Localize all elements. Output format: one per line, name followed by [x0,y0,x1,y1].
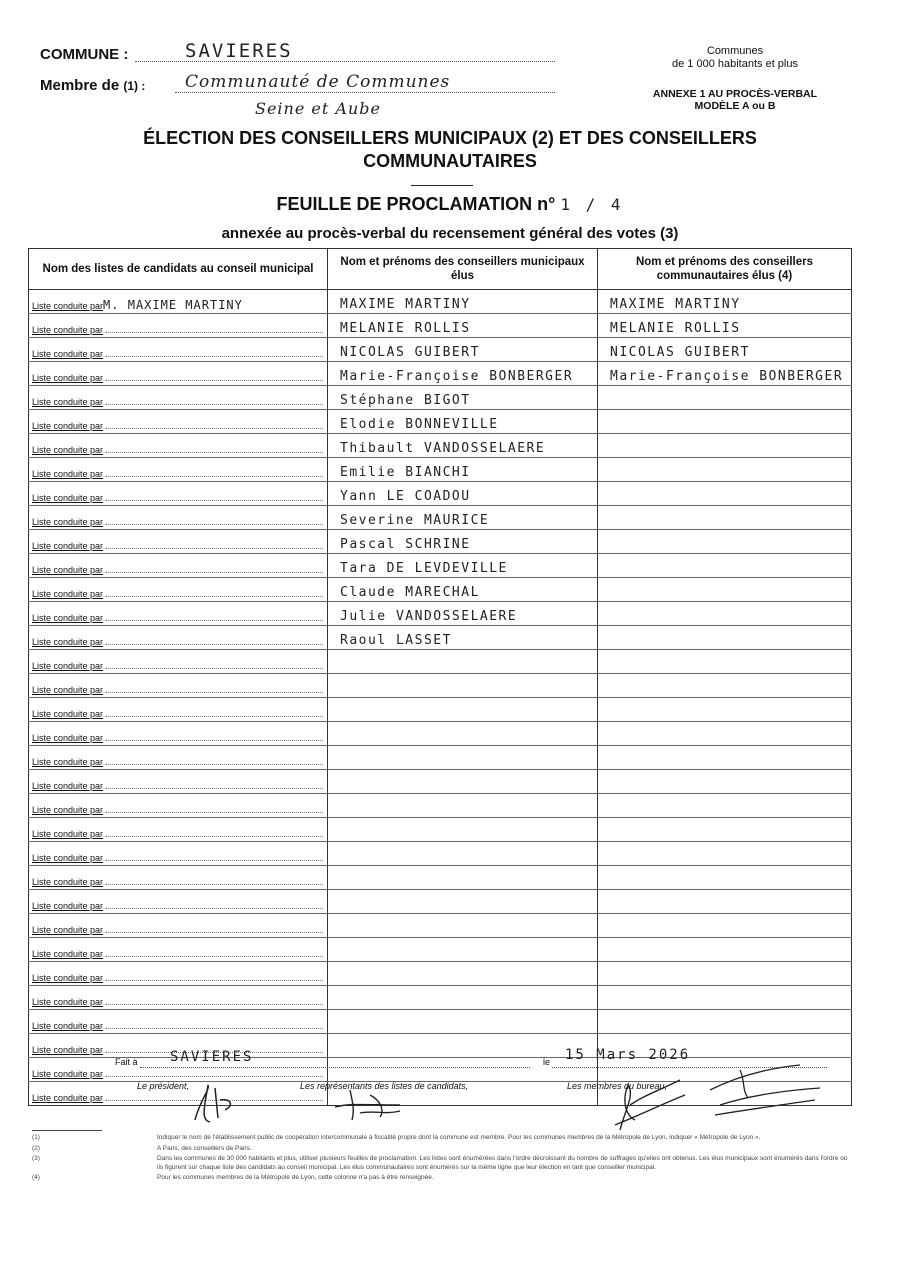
membre-label [40,77,145,94]
liste-dotted-line [105,644,323,645]
representant-signature [330,1085,420,1125]
municipal-elu-cell: Stéphane BIGOT [328,386,598,410]
commune-label: COMMUNE : [40,46,129,63]
annexe-note [610,88,860,112]
communautaire-elu-cell [598,578,852,602]
liste-prefix: Liste conduite par [32,733,104,743]
footnote-number: (4) [32,1174,40,1181]
liste-prefix: Liste conduite par [32,1045,104,1055]
liste-dotted-line [105,716,323,717]
population-note [620,45,850,71]
municipal-elu-cell [328,674,598,698]
liste-dotted-line [105,548,323,549]
communautaire-elu-cell [598,866,852,890]
president-signature [170,1080,260,1130]
table-row [29,722,852,746]
municipal-elu-cell [328,770,598,794]
liste-prefix: Liste conduite par [32,973,104,983]
liste-dotted-line [105,812,323,813]
communautaire-elu-cell: Marie-Françoise BONBERGER [598,362,852,386]
liste-cell-content [29,914,327,937]
liste-prefix: Liste conduite par [32,805,104,815]
liste-dotted-line [105,740,323,741]
municipal-elu-cell [328,938,598,962]
liste-cell-content [29,482,327,505]
feuille-number: 1 / 4 [560,195,624,214]
municipal-elu-cell [328,722,598,746]
communautaire-elu-cell [598,530,852,554]
communautaire-elu-cell [598,506,852,530]
liste-cell [29,890,328,914]
liste-dotted-line [105,356,323,357]
liste-prefix: Liste conduite par [32,349,104,359]
footnote-item [32,1174,850,1183]
liste-dotted-line [105,596,323,597]
municipal-elu-cell: Tara DE LEVDEVILLE [328,554,598,578]
municipal-elu-cell: Yann LE COADOU [328,482,598,506]
footnote-number: (2) [32,1144,40,1152]
liste-cell [29,410,328,434]
liste-cell [29,722,328,746]
municipal-elu-cell: Elodie BONNEVILLE [328,410,598,434]
table-header-row [29,249,852,290]
liste-cell [29,386,328,410]
header-municipaux: Nom et prénoms des conseillers municipaux élus [328,249,598,290]
liste-dotted-line [105,980,323,981]
table-row [29,962,852,986]
liste-dotted-line [105,332,323,333]
footnote-item [32,1155,850,1172]
annexe-line1: ANNEXE 1 AU PROCÈS-VERBAL [652,88,818,100]
communautaire-elu-cell [598,554,852,578]
communautaire-elu-cell [598,890,852,914]
membre-value-line2: Seine et Aube [255,99,381,118]
table-row [29,338,852,362]
municipal-elu-cell: Pascal SCHRINE [328,530,598,554]
municipal-elu-cell [328,818,598,842]
table-row [29,386,852,410]
footnote-rule [32,1130,102,1131]
table-row [29,986,852,1010]
footnote-item [32,1134,850,1143]
liste-cell [29,938,328,962]
liste-dotted-line [105,1028,323,1029]
liste-prefix: Liste conduite par [32,301,104,311]
header-listes: Nom des listes de candidats au conseil municipal [29,249,328,290]
population-line2: de 1 000 habitants et plus [672,58,798,70]
liste-cell-content [29,458,327,481]
liste-dotted-line [105,764,323,765]
communautaire-elu-cell: MAXIME MARTINY [598,290,852,314]
footnote-item [32,1145,850,1154]
table-row [29,290,852,314]
header-communautaires: Nom et prénoms des conseillers communautaires élus (4) [598,249,852,290]
liste-cell [29,338,328,362]
membres-label: Les membres du bureau, [567,1081,668,1091]
footnotes [32,1134,850,1185]
title-separator [411,185,473,186]
communautaire-elu-cell [598,434,852,458]
liste-prefix: Liste conduite par [32,637,104,647]
liste-cell [29,770,328,794]
table-row [29,602,852,626]
annexee-subtitle: annexée au procès-verbal du recensement général des votes (3) [221,225,679,242]
liste-dotted-line [105,860,323,861]
membre-dotted-line [175,92,555,93]
communautaire-elu-cell: MELANIE ROLLIS [598,314,852,338]
liste-prefix: Liste conduite par [32,541,104,551]
liste-dotted-line [105,908,323,909]
le-value: 15 Mars 2026 [565,1047,691,1063]
liste-prefix: Liste conduite par [32,853,104,863]
communautaire-elu-cell [598,986,852,1010]
liste-cell-content [29,290,327,313]
liste-prefix: Liste conduite par [32,829,104,839]
proclamation-table [28,248,852,1106]
liste-cell [29,530,328,554]
liste-dotted-line [105,1004,323,1005]
footnote-number: (3) [32,1155,40,1162]
liste-prefix: Liste conduite par [32,1069,104,1079]
table-row [29,434,852,458]
table-row [29,410,852,434]
liste-cell-content [29,434,327,457]
table-row [29,506,852,530]
footnote-number: (1) [32,1134,40,1141]
liste-cell [29,914,328,938]
liste-dotted-line [105,692,323,693]
liste-cell-content [29,362,327,385]
liste-cell-content [29,530,327,553]
liste-cell-content [29,1010,327,1033]
liste-prefix: Liste conduite par [32,469,104,479]
liste-cell [29,986,328,1010]
table-row [29,482,852,506]
table-row [29,866,852,890]
feuille-title [0,194,900,215]
liste-cell-content [29,698,327,721]
liste-cell [29,290,328,314]
table-row [29,578,852,602]
liste-cell [29,962,328,986]
liste-prefix: Liste conduite par [32,517,104,527]
liste-cell [29,362,328,386]
election-title-line1: ÉLECTION DES CONSEILLERS MUNICIPAUX (2) ET DES CONSEILLERS [143,128,757,148]
liste-dotted-line [105,380,323,381]
liste-cell-content [29,578,327,601]
municipal-elu-cell: Raoul LASSET [328,626,598,650]
liste-prefix: Liste conduite par [32,709,104,719]
liste-cell-content [29,866,327,889]
liste-dotted-line [105,956,323,957]
municipal-elu-cell [328,890,598,914]
liste-dotted-line [105,500,323,501]
membre-signature-1 [600,1075,690,1135]
liste-cell [29,674,328,698]
liste-prefix: Liste conduite par [32,949,104,959]
municipal-elu-cell: Thibault VANDOSSELAERE [328,434,598,458]
municipal-elu-cell: NICOLAS GUIBERT [328,338,598,362]
election-title [0,127,900,173]
liste-cell-content [29,626,327,649]
footnote-text: Dans les communes de 30 000 habitants et plus, utiliser plusieurs feuilles de proclamation. Les listes sont énumérées dans l'ordre décroissant du nombre de suffrages qu'elles ont obtenus. Les élus municipaux sont énumérés dans l'ordre où ils figurent sur chaque liste des candidats au conseil municipal. Les élus communautaires sont énumérés sur la même ligne que leur élection en tant que conseiller municipal. [157,1155,848,1171]
fait-value: SAVIERES [170,1049,254,1065]
table-row [29,770,852,794]
table-row [29,914,852,938]
membre-label-text: Membre de [40,77,120,94]
table-row [29,746,852,770]
liste-prefix: Liste conduite par [32,613,104,623]
communautaire-elu-cell [598,746,852,770]
liste-prefix: Liste conduite par [32,493,104,503]
liste-dotted-line [105,404,323,405]
municipal-elu-cell [328,794,598,818]
liste-cell [29,842,328,866]
liste-prefix: Liste conduite par [32,397,104,407]
liste-prefix: Liste conduite par [32,589,104,599]
liste-cell-content [29,650,327,673]
municipal-elu-cell [328,1034,598,1058]
fait-label: Fait à [115,1057,138,1067]
liste-cell-content [29,938,327,961]
commune-value: SAVIERES [185,40,293,62]
table-row [29,938,852,962]
liste-prefix: Liste conduite par [32,421,104,431]
liste-prefix: Liste conduite par [32,997,104,1007]
liste-prefix: Liste conduite par [32,685,104,695]
table-row [29,314,852,338]
communautaire-elu-cell [598,602,852,626]
liste-dotted-line [105,620,323,621]
communautaire-elu-cell [598,938,852,962]
liste-cell [29,866,328,890]
footnote-text: Indiquer le nom de l'établissement public de coopération intercommunale à fiscalité propre dont la commune est membre. Pour les communes membres de la Métropole de Lyon, indiquer « Métropole de Lyon ». [157,1134,761,1141]
communautaire-elu-cell [598,770,852,794]
liste-prefix: Liste conduite par [32,877,104,887]
communautaire-elu-cell [598,698,852,722]
liste-cell-content [29,818,327,841]
liste-cell [29,698,328,722]
liste-cell-content [29,386,327,409]
liste-cell [29,482,328,506]
footnote-text: A Paris, des conseillers de Paris. [157,1144,252,1152]
municipal-elu-cell: Severine MAURICE [328,506,598,530]
membre-note: (1) : [123,79,146,93]
liste-cell-content [29,506,327,529]
table-row [29,818,852,842]
liste-cell [29,458,328,482]
liste-dotted-line [105,788,323,789]
liste-dotted-line [105,932,323,933]
communautaire-elu-cell [598,1010,852,1034]
liste-cell-content [29,410,327,433]
table-row [29,650,852,674]
liste-dotted-line [105,668,323,669]
liste-cell [29,794,328,818]
liste-dotted-line [105,1076,323,1077]
municipal-elu-cell [328,962,598,986]
table-row [29,674,852,698]
liste-prefix: Liste conduite par [32,781,104,791]
municipal-elu-cell [328,650,598,674]
municipal-elu-cell [328,914,598,938]
liste-dotted-line [105,884,323,885]
table-row [29,530,852,554]
liste-prefix: Liste conduite par [32,325,104,335]
liste-prefix: Liste conduite par [32,925,104,935]
municipal-elu-cell [328,842,598,866]
liste-dotted-line [105,572,323,573]
liste-cell-content [29,794,327,817]
communautaire-elu-cell [598,914,852,938]
liste-cell-content [29,338,327,361]
table-body [29,290,852,1106]
liste-cell [29,314,328,338]
municipal-elu-cell: Claude MARECHAL [328,578,598,602]
table-row [29,1010,852,1034]
municipal-elu-cell [328,698,598,722]
liste-cell-content [29,962,327,985]
liste-cell-content [29,842,327,865]
municipal-elu-cell: Marie-Françoise BONBERGER [328,362,598,386]
liste-cell [29,1010,328,1034]
liste-cell-content [29,722,327,745]
municipal-elu-cell [328,1058,598,1082]
membre-signature-2 [700,1060,830,1120]
municipal-elu-cell: Julie VANDOSSELAERE [328,602,598,626]
liste-cell-content [29,314,327,337]
liste-prefix: Liste conduite par [32,901,104,911]
communautaire-elu-cell [598,482,852,506]
communautaire-elu-cell [598,386,852,410]
footnote-text: Pour les communes membres de la Métropole de Lyon, cette colonne n'a pas à être renseignée. [157,1174,434,1181]
municipal-elu-cell [328,986,598,1010]
liste-cell-content [29,554,327,577]
liste-cell [29,626,328,650]
table-row [29,554,852,578]
liste-dotted-line [105,452,323,453]
communautaire-elu-cell [598,410,852,434]
municipal-elu-cell: Emilie BIANCHI [328,458,598,482]
municipal-elu-cell [328,746,598,770]
fait-dotted-line [140,1067,530,1068]
membre-value-line1: Communauté de Communes [185,72,451,92]
liste-cell [29,746,328,770]
communautaire-elu-cell [598,674,852,698]
liste-cell [29,602,328,626]
liste-prefix: Liste conduite par [32,757,104,767]
liste-cell-content [29,746,327,769]
communautaire-elu-cell: NICOLAS GUIBERT [598,338,852,362]
municipal-elu-cell [328,866,598,890]
liste-cell-content [29,770,327,793]
liste-dotted-line [105,836,323,837]
liste-cell [29,506,328,530]
liste-prefix: Liste conduite par [32,1021,104,1031]
table-row [29,626,852,650]
communautaire-elu-cell [598,722,852,746]
liste-dotted-line [105,476,323,477]
table-row [29,794,852,818]
liste-leader: M. MAXIME MARTINY [103,298,243,312]
table-row [29,458,852,482]
communautaire-elu-cell [598,842,852,866]
table-row [29,890,852,914]
liste-cell-content [29,674,327,697]
liste-cell-content [29,890,327,913]
municipal-elu-cell [328,1010,598,1034]
liste-cell [29,818,328,842]
liste-prefix: Liste conduite par [32,373,104,383]
liste-dotted-line [105,428,323,429]
annexe-line2: MODÈLE A ou B [694,100,776,112]
liste-prefix: Liste conduite par [32,1093,104,1103]
municipal-elu-cell: MAXIME MARTINY [328,290,598,314]
table-row [29,842,852,866]
liste-prefix: Liste conduite par [32,565,104,575]
table-row [29,698,852,722]
municipal-elu-cell: MELANIE ROLLIS [328,314,598,338]
liste-prefix: Liste conduite par [32,661,104,671]
liste-cell [29,578,328,602]
election-title-line2: COMMUNAUTAIRES [363,151,537,171]
table-row [29,1034,852,1058]
population-line1: Communes [706,45,764,57]
communautaire-elu-cell [598,818,852,842]
liste-cell [29,434,328,458]
le-label: le [543,1057,551,1067]
liste-prefix: Liste conduite par [32,445,104,455]
feuille-label: FEUILLE DE PROCLAMATION n° [276,194,556,214]
president-label: Le président, [137,1081,190,1091]
representants-label: Les représentants des listes de candidats, [300,1081,469,1091]
communautaire-elu-cell [598,650,852,674]
liste-cell-content [29,602,327,625]
communautaire-elu-cell [598,962,852,986]
table-row [29,362,852,386]
liste-dotted-line [105,524,323,525]
liste-cell [29,554,328,578]
communautaire-elu-cell [598,626,852,650]
liste-cell [29,650,328,674]
liste-cell-content [29,986,327,1009]
communautaire-elu-cell [598,458,852,482]
communautaire-elu-cell [598,794,852,818]
